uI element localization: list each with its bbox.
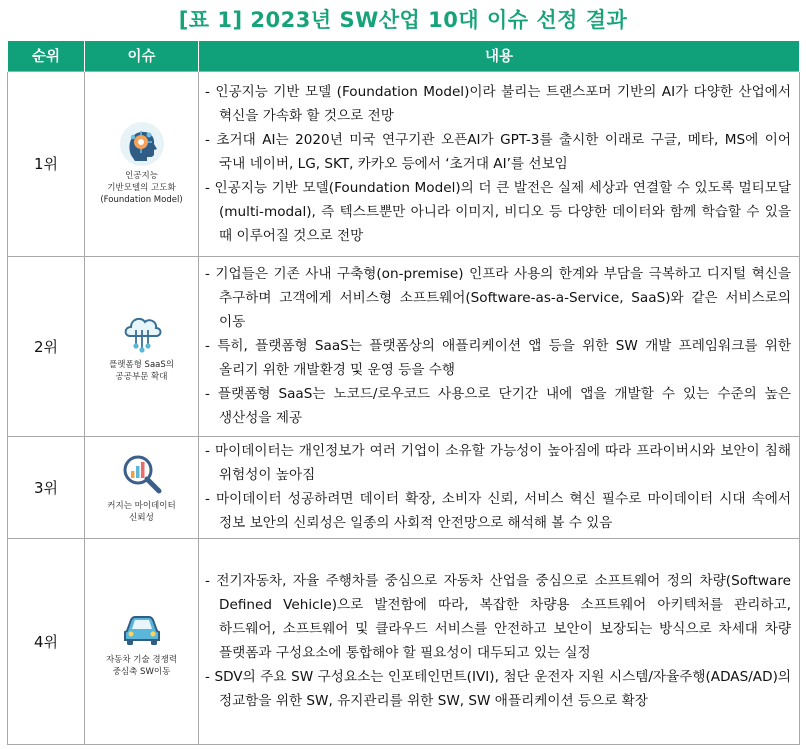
content-cell — [199, 256, 800, 436]
bullet-item: - 인공지능 기반 모델 (Foundation Model)이라 불리는 트랜스포머 기반의 AI가 다양한 산업에서 혁신을 가속화 할 것으로 전망 — [205, 80, 791, 128]
table-row — [8, 436, 800, 538]
table-row — [8, 71, 800, 256]
content-cell — [199, 538, 800, 744]
issue-cell — [85, 256, 199, 436]
bullet-item: - SDV의 주요 SW 구성요소는 인포테인먼트(IVI), 첨단 운전자 지원 시스템/자율주행(ADAS/AD)의 정교함을 위한 SW, 유지관리를 위한 SW, SW 애플리케이션 등으로 확장 — [205, 665, 791, 713]
data-magnifier-icon — [119, 451, 165, 497]
bullet-item: - 특히, 플랫폼형 SaaS는 플랫폼상의 애플리케이션 앱 등을 위한 SW 개발 프레임워크를 위한 올리기 위한 개발환경 및 운영 등을 수행 — [205, 334, 791, 382]
cloud-network-icon — [119, 310, 165, 356]
bullet-item: - 인공지능 기반 모델(Foundation Model)의 더 큰 발전은 실제 세상과 연결할 수 있도록 멀티모달(multi-modal), 즉 텍스트뿐만 아니라 이미지, 비디오 등 다양한 데이터와 함께 학습할 수 있을 때 이루어질 것으로 전망 — [205, 176, 791, 248]
rank-cell: 2위 — [8, 256, 85, 436]
issue-label: 자동차 기술 경쟁력 중심축 SW이동 — [105, 654, 178, 677]
table-header-row — [8, 41, 800, 71]
car-icon — [119, 605, 165, 651]
ai-brain-head-icon — [119, 121, 165, 167]
issue-label: 커지는 마이데이터 신뢰성 — [107, 500, 176, 523]
rank-cell: 4위 — [8, 538, 85, 744]
issue-cell — [85, 71, 199, 256]
issue-cell — [85, 436, 199, 538]
bullet-item: - 기업들은 기존 사내 구축형(on-premise) 인프라 사용의 한계와 부담을 극복하고 디지털 혁신을 추구하며 고객에게 서비스형 소프트웨어(Software-as-a-Service, SaaS)와 같은 서비스로의 이동 — [205, 262, 791, 334]
header-issue: 이슈 — [85, 41, 199, 71]
bullet-item: - 마이데이터 성공하려면 데이터 확장, 소비자 신뢰, 서비스 혁신 필수로 마이데이터 시대 속에서 정보 보안의 신뢰성은 일종의 사회적 안전망으로 해석해 볼 수 있음 — [205, 487, 791, 535]
content-cell — [199, 436, 800, 538]
table-row — [8, 538, 800, 744]
issues-table — [7, 41, 800, 745]
issue-label: 플랫폼형 SaaS의 공공부문 확대 — [109, 359, 174, 382]
content-cell — [199, 71, 800, 256]
bullet-item: - 초거대 AI는 2020년 미국 연구기관 오픈AI가 GPT-3를 출시한 이래로 구글, 메타, MS에 이어 국내 네이버, LG, SKT, 카카오 등에서 ‘초거대 AI’를 선보임 — [205, 128, 791, 176]
table-title: [표 1] 2023년 SW산업 10대 이슈 선정 결과 — [178, 8, 628, 32]
rank-cell: 3위 — [8, 436, 85, 538]
issue-cell — [85, 538, 199, 744]
issue-label: 인공지능 기반모델의 고도화 (Foundation Model) — [100, 171, 183, 205]
header-rank: 순위 — [8, 41, 85, 71]
header-content: 내용 — [199, 41, 800, 71]
bullet-item: - 마이데이터는 개인정보가 여러 기업이 소유할 가능성이 높아짐에 따라 프라이버시와 보안이 침해 위험성이 높아짐 — [205, 439, 791, 487]
table-row — [8, 256, 800, 436]
rank-cell: 1위 — [8, 71, 85, 256]
bullet-item: - 전기자동차, 자율 주행차를 중심으로 자동차 산업을 중심으로 소프트웨어 정의 차량(Software Defined Vehicle)으로 발전함에 따라, 복잡한 차량용 소프트웨어 아키텍처를 관리하고, 하드웨어, 소프트웨어 및 클라우드 서비스를 안전하고 보안이 보장되는 방식으로 차세대 차량 플랫폼과 구성요소에 통합해야 할 필요성이 대두되고 있는 실정 — [205, 569, 791, 665]
bullet-item: - 플랫폼형 SaaS는 노코드/로우코드 사용으로 단기간 내에 앱을 개발할 수 있는 수준의 높은 생산성을 제공 — [205, 382, 791, 430]
